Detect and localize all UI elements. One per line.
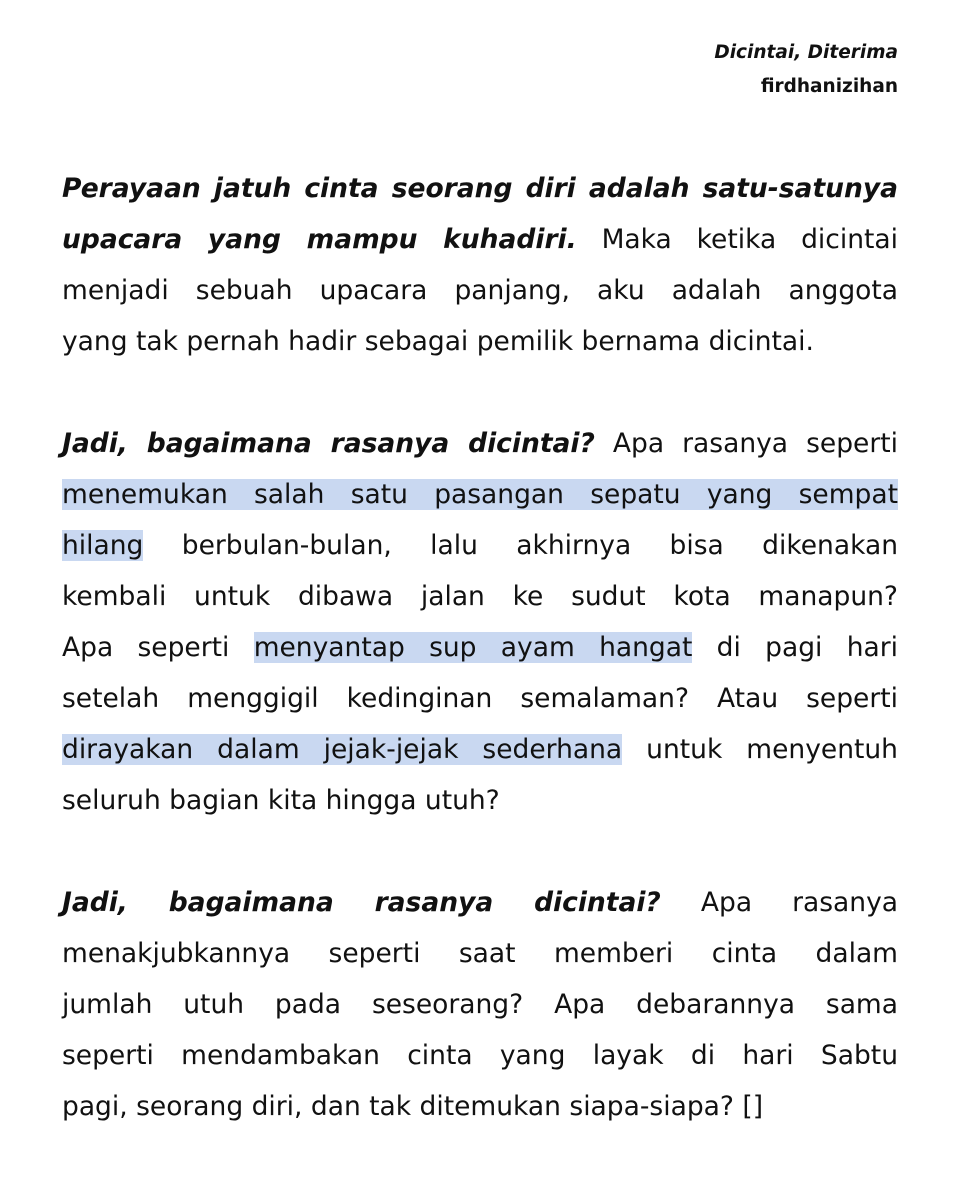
bold-italic-lead: upacara yang mampu kuhadiri. (62, 224, 577, 255)
body-text: berbulan-bulan, lalu akhirnya bisa dikenakan (143, 530, 898, 561)
text-line (62, 775, 898, 826)
bold-italic-lead: Jadi, bagaimana rasanya dicintai? (62, 887, 661, 918)
text-line (62, 520, 898, 571)
body-text: menakjubkannya seperti saat memberi cinta dalam (62, 938, 898, 969)
highlighted-text: menemukan salah satu pasangan sepatu yang sempat (62, 479, 898, 510)
paragraph (62, 163, 898, 367)
body-text: seluruh bagian kita hingga utuh? (62, 785, 500, 816)
paragraph (62, 877, 898, 1132)
text-line (62, 673, 898, 724)
text-line (62, 928, 898, 979)
text-line (62, 214, 898, 265)
body-text: untuk menyentuh (622, 734, 898, 765)
body-text: Maka ketika dicintai (576, 224, 898, 255)
text-line (62, 1030, 898, 1081)
body-text: di pagi hari (692, 632, 899, 663)
body-text: menjadi sebuah upacara panjang, aku adalah anggota (62, 275, 898, 306)
text-line (62, 979, 898, 1030)
body-text: Apa rasanya seperti (594, 428, 898, 459)
text-line (62, 1081, 898, 1132)
author-name: firdhanizihan (760, 76, 898, 97)
text-line (62, 724, 898, 775)
bold-italic-lead: Perayaan jatuh cinta seorang diri adalah satu-satunya (62, 173, 898, 204)
body-text: pagi, seorang diri, dan tak ditemukan siapa-siapa? [] (62, 1091, 764, 1122)
body-text: jumlah utuh pada seseorang? Apa debarannya sama (62, 989, 898, 1020)
text-line (62, 265, 898, 316)
text-line (62, 571, 898, 622)
body-text: Apa rasanya (660, 887, 899, 918)
essay-body (62, 163, 898, 1132)
body-text: seperti mendambakan cinta yang layak di hari Sabtu (62, 1040, 898, 1071)
text-line (62, 163, 898, 214)
body-text: kembali untuk dibawa jalan ke sudut kota manapun? (62, 581, 898, 612)
body-text: Apa seperti (62, 632, 254, 663)
highlighted-text: dirayakan dalam jejak-jejak sederhana (62, 734, 623, 765)
body-text: yang tak pernah hadir sebagai pemilik bernama dicintai. (62, 326, 814, 357)
document-title: Dicintai, Diterima (714, 42, 898, 63)
text-line (62, 622, 898, 673)
text-line (62, 877, 898, 928)
highlighted-text: menyantap sup ayam hangat (253, 632, 693, 663)
bold-italic-lead: Jadi, bagaimana rasanya dicintai? (62, 428, 595, 459)
text-line (62, 316, 898, 367)
text-line (62, 418, 898, 469)
highlighted-text: hilang (62, 530, 144, 561)
body-text: setelah menggigil kedinginan semalaman? Atau seperti (62, 683, 898, 714)
text-line (62, 469, 898, 520)
document-header (714, 36, 898, 104)
paragraph (62, 418, 898, 826)
